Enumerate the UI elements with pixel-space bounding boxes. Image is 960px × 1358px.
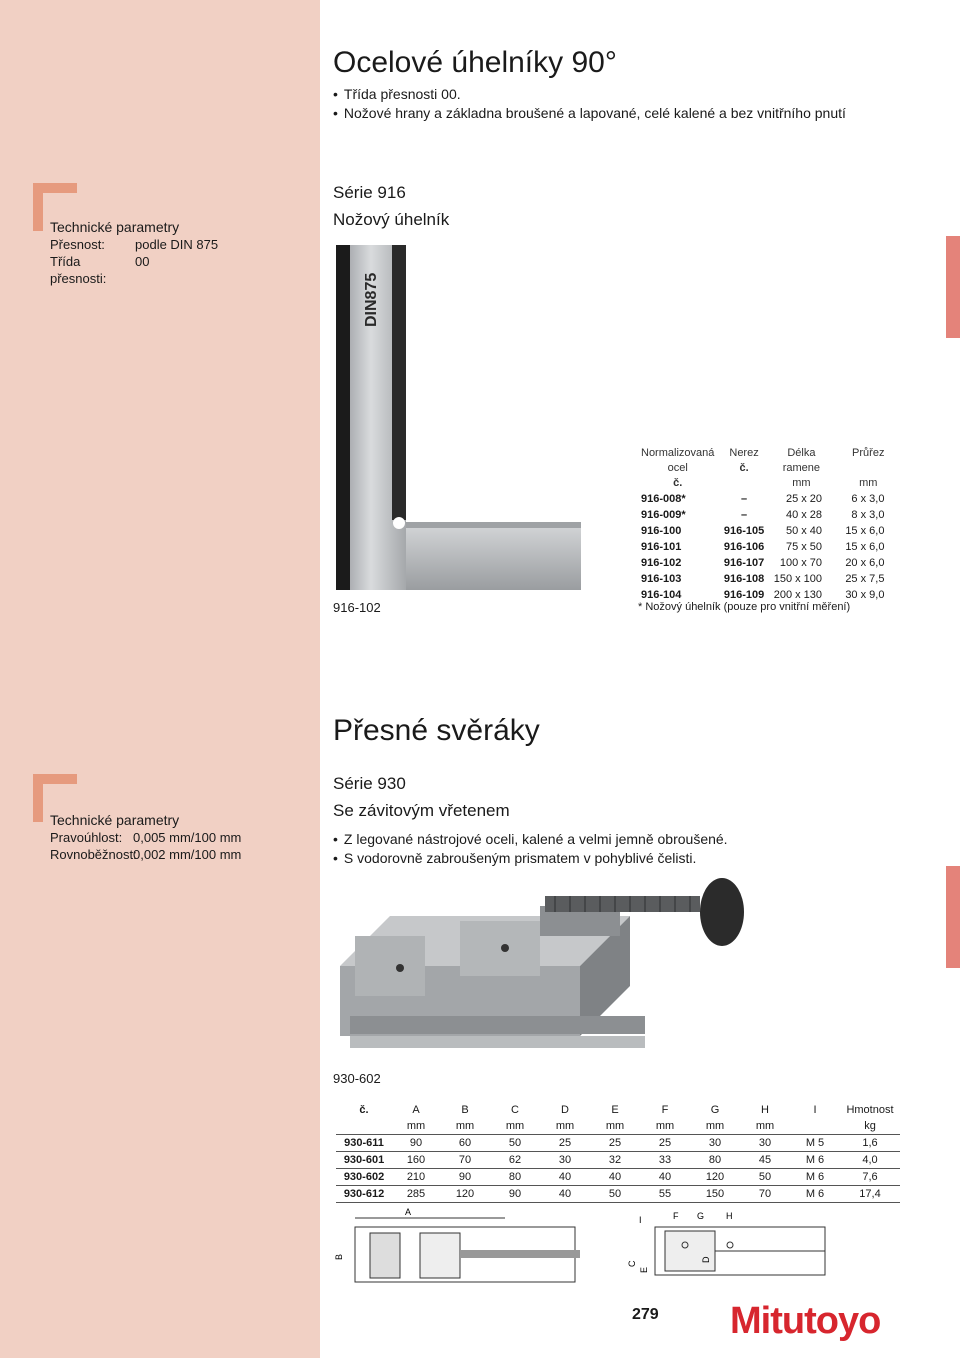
table-cell: 120: [440, 1186, 490, 1203]
table-cell: 150: [690, 1186, 740, 1203]
table-cell: M 6: [790, 1169, 840, 1186]
table-header-row: [336, 1118, 900, 1135]
header-line: ocel: [667, 462, 688, 474]
table-cell: 75 x 50: [785, 541, 823, 553]
table-row: [336, 1169, 900, 1186]
table-cell: 50: [740, 1169, 790, 1186]
table-cell: 50: [590, 1186, 640, 1203]
col-unit: [790, 1118, 840, 1135]
col-unit: mm: [755, 1120, 775, 1132]
dim-label-a: A: [405, 1207, 412, 1217]
section2-title: Přesné svěráky: [333, 714, 540, 747]
col-unit: mm: [505, 1120, 525, 1132]
header-line: [852, 461, 884, 476]
section2-serie: Série 930: [333, 774, 406, 793]
right-tab-marker-top: [946, 236, 960, 338]
table-cell: 80: [690, 1152, 740, 1169]
table-cell: 930-602: [336, 1169, 392, 1186]
col-unit: mm: [705, 1120, 725, 1132]
header-line: mm: [792, 477, 811, 489]
dim-label-d: D: [701, 1256, 711, 1263]
table-cell: 62: [490, 1152, 540, 1169]
table-cell: 916-108: [723, 573, 765, 585]
table-cell: 33: [640, 1152, 690, 1169]
table-cell: 4,0: [840, 1152, 900, 1169]
table-cell: 90: [440, 1169, 490, 1186]
param-value: 0,005 mm/100 mm: [133, 830, 242, 845]
table-cell: 50 x 40: [785, 525, 823, 537]
table-cell: 25: [640, 1135, 690, 1152]
table-cell: 30: [740, 1135, 790, 1152]
table-cell: 160: [392, 1152, 440, 1169]
section2-caption: 930-602: [333, 1071, 381, 1086]
section1-params: [50, 219, 218, 287]
col-header: č.: [359, 1104, 369, 1116]
col-header: Hmotnost: [846, 1104, 894, 1116]
table-row: [336, 1152, 900, 1169]
section1-params-title: Technické parametry: [50, 219, 180, 235]
table-cell: 6 x 3,0: [851, 493, 885, 505]
table-cell: 916-103: [641, 573, 682, 585]
table-cell: 70: [740, 1186, 790, 1203]
col-unit: [336, 1118, 392, 1135]
section1-title: Ocelové úhelníky 90°: [333, 46, 617, 79]
dim-label-c: C: [627, 1260, 637, 1267]
section2-table: [336, 1102, 900, 1203]
table-row: [638, 539, 887, 555]
table-cell: 916-105: [723, 525, 765, 537]
section1-caption: 916-102: [333, 600, 381, 615]
table-cell: 32: [590, 1152, 640, 1169]
param-key: Třída přesnosti:: [50, 254, 107, 286]
col-unit: mm: [605, 1120, 625, 1132]
param-value: podle DIN 875: [135, 237, 219, 252]
table-cell: –: [740, 493, 748, 505]
dim-label-h: H: [726, 1211, 733, 1221]
param-row: [50, 253, 218, 287]
table-cell: M 5: [790, 1135, 840, 1152]
col-header: I: [813, 1104, 817, 1116]
col-header: B: [461, 1104, 469, 1116]
section1-bullet-1: • Třída přesnosti 00.: [333, 86, 461, 102]
table-cell: 20 x 6,0: [845, 557, 885, 569]
table-cell: 210: [392, 1169, 440, 1186]
table-cell: 285: [392, 1186, 440, 1203]
table-cell: 30: [690, 1135, 740, 1152]
table-cell: 90: [490, 1186, 540, 1203]
table-cell: 40: [540, 1186, 590, 1203]
table-cell: 7,6: [840, 1169, 900, 1186]
header-line: Nerez: [729, 447, 759, 459]
table-row: [336, 1135, 900, 1152]
col-header: H: [761, 1104, 769, 1116]
section2-params-title: Technické parametry: [50, 812, 180, 828]
header-line: Délka: [787, 447, 816, 459]
header-line: č.: [673, 477, 683, 489]
col-unit: mm: [455, 1120, 475, 1132]
table-cell: 916-106: [723, 541, 765, 553]
col-header: D: [561, 1104, 569, 1116]
table-cell: 930-601: [336, 1152, 392, 1169]
param-key: Pravoúhlost:: [50, 830, 123, 845]
table-cell: 40 x 28: [785, 509, 823, 521]
table-cell: 25: [590, 1135, 640, 1152]
table-cell: 916-109: [723, 589, 765, 601]
table-cell: M 6: [790, 1152, 840, 1169]
param-row: [50, 846, 241, 863]
col-header: C: [511, 1104, 519, 1116]
param-value: 0,002 mm/100 mm: [133, 847, 242, 862]
col-header-section: [832, 446, 887, 491]
col-header-length: [771, 446, 832, 491]
table-cell: 150 x 100: [773, 573, 823, 585]
col-unit: mm: [655, 1120, 675, 1132]
table-cell: 25 x 7,5: [845, 573, 885, 585]
table-cell: 40: [540, 1169, 590, 1186]
section2-bullet-2: • S vodorovně zabroušeným prismatem v pohyblivé čelisti.: [333, 850, 696, 866]
header-line: Normalizovaná: [641, 447, 715, 459]
col-unit: mm: [555, 1120, 575, 1132]
table-cell: 100 x 70: [779, 557, 823, 569]
table-cell: 25: [540, 1135, 590, 1152]
dim-label-b: B: [334, 1253, 344, 1260]
table-cell: 916-101: [641, 541, 682, 553]
table-cell: 17,4: [840, 1186, 900, 1203]
table-cell: –: [740, 509, 748, 521]
table-cell: 15 x 6,0: [845, 525, 885, 537]
table-cell: 30: [540, 1152, 590, 1169]
table-cell: 55: [640, 1186, 690, 1203]
vise-drawing-side: [625, 1205, 840, 1295]
header-line: č.: [739, 462, 749, 474]
table-cell: 45: [740, 1152, 790, 1169]
table-cell: 930-611: [336, 1135, 392, 1152]
table-row: [638, 523, 887, 539]
col-header: F: [661, 1104, 669, 1116]
table-cell: 70: [440, 1152, 490, 1169]
section1-table: [638, 446, 887, 603]
section1-subtitle: Nožový úhelník: [333, 210, 450, 229]
table-row: [336, 1186, 900, 1203]
page-number: 279: [632, 1306, 659, 1323]
table-row: [638, 555, 887, 571]
section1-bullet-2: • Nožové hrany a základna broušené a lapované, celé kalené a bez vnitřního pnutí: [333, 105, 846, 121]
table-cell: 930-612: [336, 1186, 392, 1203]
table-cell: 15 x 6,0: [845, 541, 885, 553]
vise-image: [330, 876, 750, 1066]
table-cell: 916-009*: [641, 509, 686, 521]
table-cell: 200 x 130: [773, 589, 823, 601]
vise-drawing-top: [330, 1205, 610, 1295]
header-line: Průřez: [852, 447, 885, 459]
section2-params: [50, 812, 241, 863]
section2-bullet-1: • Z legované nástrojové oceli, kalené a velmi jemně obroušené.: [333, 831, 728, 847]
dim-label-g: G: [697, 1211, 705, 1221]
param-key: Rovnoběžnost:: [50, 847, 137, 862]
square-image: [336, 245, 586, 590]
dim-label-f: F: [673, 1211, 679, 1221]
header-line: ramene: [782, 462, 821, 474]
table-cell: 60: [440, 1135, 490, 1152]
table-cell: 120: [690, 1169, 740, 1186]
din-label: DIN875: [363, 272, 380, 327]
table-cell: 40: [590, 1169, 640, 1186]
section1-serie: Série 916: [333, 183, 406, 202]
col-unit: kg: [864, 1120, 876, 1132]
table-cell: 40: [640, 1169, 690, 1186]
col-header-steel: [638, 446, 717, 491]
col-unit: mm: [406, 1120, 426, 1132]
table-cell: 916-008*: [641, 493, 686, 505]
dim-label-i: I: [639, 1215, 642, 1225]
col-header: E: [611, 1104, 619, 1116]
right-tab-marker-bottom: [946, 866, 960, 968]
table-cell: M 6: [790, 1186, 840, 1203]
table-cell: 916-107: [723, 557, 765, 569]
param-row: [50, 829, 241, 846]
col-header: G: [710, 1104, 720, 1116]
col-header-stainless: [717, 446, 770, 491]
table-cell: 30 x 9,0: [845, 589, 885, 601]
table-cell: 916-104: [641, 589, 682, 601]
section2-subtitle: Se závitovým vřetenem: [333, 801, 510, 820]
table-cell: 25 x 20: [785, 493, 823, 505]
dim-label-e: E: [639, 1266, 649, 1273]
param-row: [50, 236, 218, 253]
table-cell: 8 x 3,0: [851, 509, 885, 521]
header-line: mm: [859, 477, 878, 489]
section1-table-note: * Nožový úhelník (pouze pro vnitřní měření): [638, 601, 851, 613]
param-value: 00: [135, 254, 150, 269]
param-key: Přesnost:: [50, 237, 105, 252]
table-cell: 916-102: [641, 557, 682, 569]
table-header-row: [638, 446, 887, 491]
table-cell: 50: [490, 1135, 540, 1152]
table-cell: 80: [490, 1169, 540, 1186]
table-row: [638, 571, 887, 587]
mitutoyo-logo: Mitutoyo: [730, 1300, 881, 1342]
col-header: A: [412, 1104, 420, 1116]
table-row: [638, 507, 887, 523]
table-header-row: [336, 1102, 900, 1118]
table-cell: 90: [392, 1135, 440, 1152]
table-cell: 916-100: [641, 525, 682, 537]
table-cell: 1,6: [840, 1135, 900, 1152]
table-row: [638, 491, 887, 507]
